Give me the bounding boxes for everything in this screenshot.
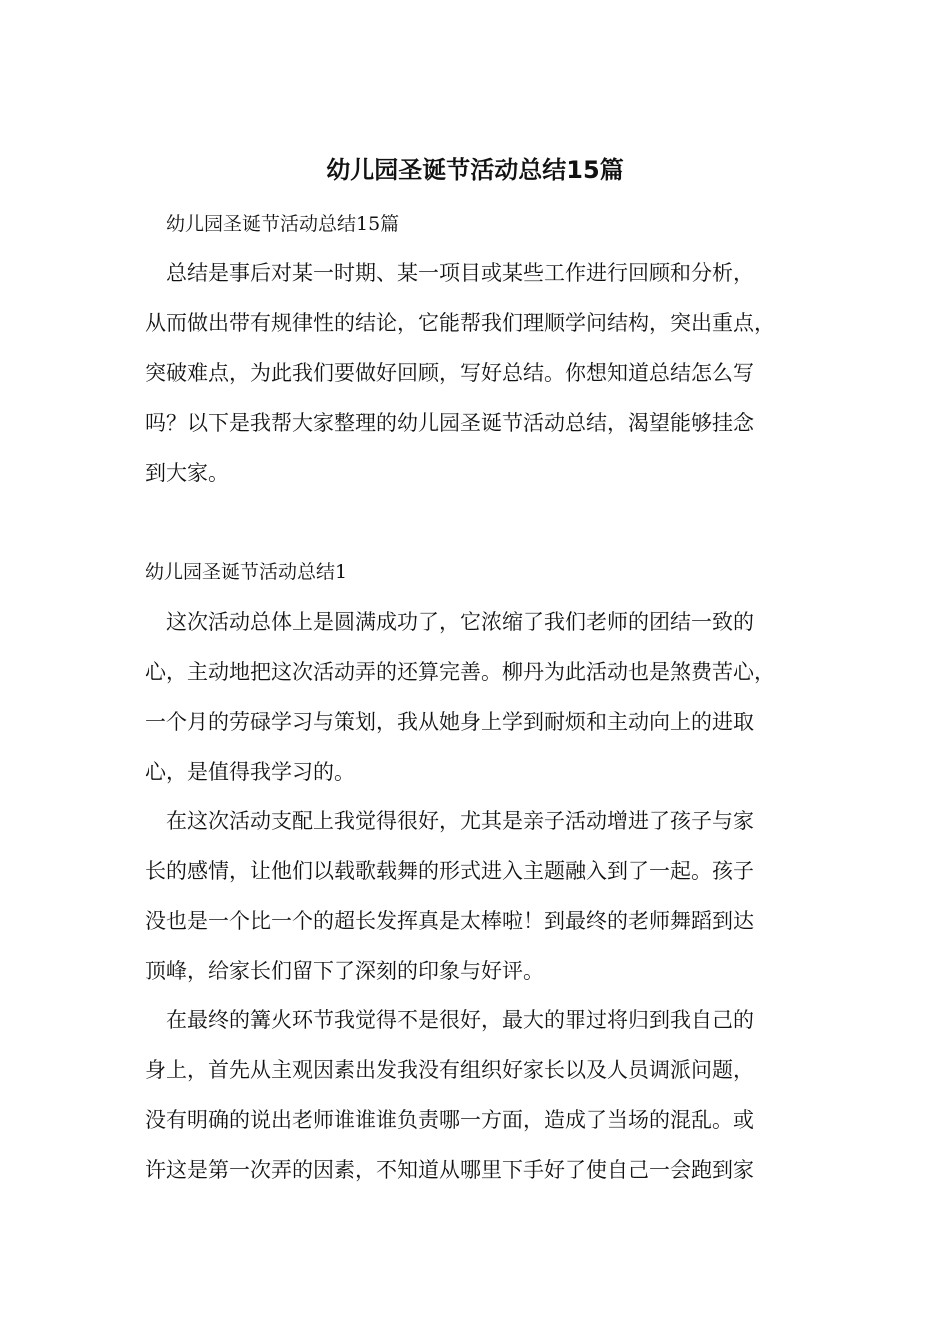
- intro-line: 到大家。: [145, 461, 229, 485]
- paragraph-1: [145, 597, 835, 797]
- paragraph-line: 没也是一个比一个的超长发挥真是太棒啦！到最终的老师舞蹈到达: [145, 909, 754, 933]
- paragraph-line: 在这次活动支配上我觉得很好，尤其是亲子活动增进了孩子与家: [145, 809, 754, 833]
- intro-line: 总结是事后对某一时期、某一项目或某些工作进行回顾和分析，: [145, 261, 754, 285]
- paragraph-line: 在最终的篝火环节我觉得不是很好，最大的罪过将归到我自己的: [145, 1008, 754, 1032]
- paragraph-line: 心，主动地把这次活动弄的还算完善。柳丹为此活动也是煞费苦心，: [145, 660, 775, 684]
- intro-line: 从而做出带有规律性的结论，它能帮我们理顺学问结构，突出重点，: [145, 311, 775, 335]
- document-title: 幼儿园圣诞节活动总结15篇: [326, 156, 624, 184]
- document-subtitle: 幼儿园圣诞节活动总结15篇: [166, 213, 400, 235]
- paragraph-3: [145, 995, 835, 1195]
- paragraph-line: 没有明确的说出老师谁谁谁负责哪一方面，造成了当场的混乱。或: [145, 1108, 754, 1132]
- intro-paragraph: [145, 248, 835, 498]
- paragraph-line: 长的感情，让他们以载歌载舞的形式进入主题融入到了一起。孩子: [145, 859, 754, 883]
- paragraph-line: 许这是第一次弄的因素，不知道从哪里下手好了使自己一会跑到家: [145, 1158, 754, 1182]
- intro-line: 突破难点，为此我们要做好回顾，写好总结。你想知道总结怎么写: [145, 361, 754, 385]
- section-heading: 幼儿园圣诞节活动总结1: [145, 561, 348, 583]
- paragraph-line: 一个月的劳碌学习与策划，我从她身上学到耐烦和主动向上的进取: [145, 710, 754, 734]
- paragraph-2: [145, 796, 835, 996]
- paragraph-line: 这次活动总体上是圆满成功了，它浓缩了我们老师的团结一致的: [145, 610, 754, 634]
- paragraph-line: 身上，首先从主观因素出发我没有组织好家长以及人员调派问题，: [145, 1058, 754, 1082]
- paragraph-line: 顶峰，给家长们留下了深刻的印象与好评。: [145, 959, 544, 983]
- intro-line: 吗？以下是我帮大家整理的幼儿园圣诞节活动总结，渴望能够挂念: [145, 411, 754, 435]
- paragraph-line: 心，是值得我学习的。: [145, 760, 355, 784]
